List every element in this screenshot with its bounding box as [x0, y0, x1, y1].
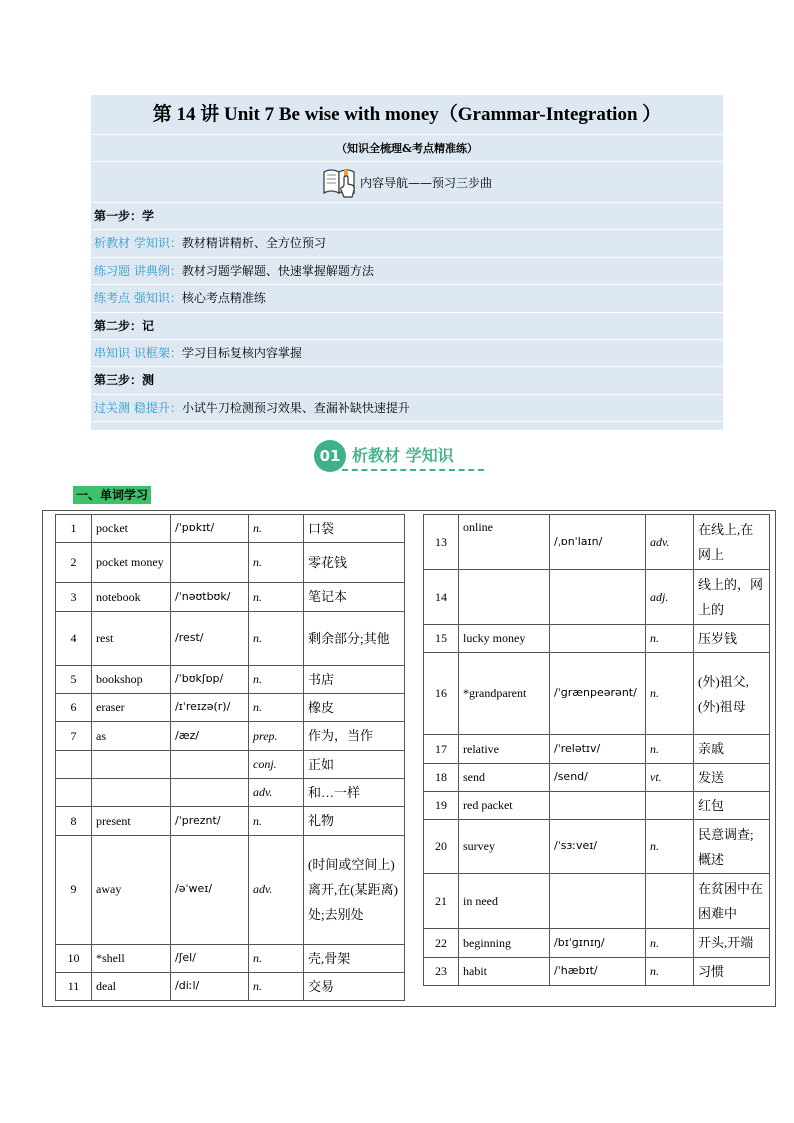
vocab-row: [424, 735, 770, 763]
vocab-row: [56, 835, 405, 944]
vocab-row: [56, 694, 405, 722]
vocab-row: [56, 944, 405, 972]
nav-label: 内容导航——预习三步曲: [359, 175, 492, 190]
page-subtitle: （知识全梳理&考点精准练）: [91, 135, 723, 162]
vocab-meaning: 口袋: [304, 515, 405, 543]
step-item-label: 串知识 识框架：: [94, 345, 182, 360]
vocab-row: [56, 543, 405, 583]
vocab-phonetic: /ˈrelətɪv/: [550, 735, 646, 763]
vocab-number: 2: [56, 543, 92, 583]
vocab-phonetic: [550, 874, 646, 929]
vocab-pos: adv.: [249, 835, 304, 944]
step-item-text: 核心考点精准练: [181, 291, 266, 306]
vocab-row: [424, 570, 770, 625]
step-heading: [91, 313, 723, 340]
section-underline: [342, 469, 484, 471]
step-heading: [91, 203, 723, 230]
vocab-table-left: [55, 514, 405, 1001]
step-item-text: 小试牛刀检测预习效果、查漏补缺快速提升: [181, 400, 410, 415]
vocab-pos: n.: [646, 653, 694, 735]
vocab-phonetic: /bɪˈɡɪnɪŋ/: [550, 929, 646, 957]
vocab-row: [424, 820, 770, 874]
vocab-row: [424, 929, 770, 957]
vocab-row: [424, 515, 770, 570]
vocab-meaning: 压岁钱: [694, 625, 770, 653]
vocab-row: [56, 583, 405, 611]
vocab-meaning: 壳,骨架: [304, 944, 405, 972]
vocab-word: habit: [459, 957, 550, 985]
vocab-number: 13: [424, 515, 459, 570]
vocab-pos: n.: [646, 625, 694, 653]
vocab-number: 14: [424, 570, 459, 625]
vocab-meaning: (外)祖父,(外)祖母: [694, 653, 770, 735]
vocab-word: rest: [92, 611, 171, 665]
vocab-phonetic: /ˈɡrænpeərənt/: [550, 653, 646, 735]
vocab-word: [459, 570, 550, 625]
vocab-number: 18: [424, 763, 459, 791]
vocab-phonetic: /ʃel/: [171, 944, 249, 972]
vocab-meaning: 剩余部分;其他: [304, 611, 405, 665]
vocab-number: 6: [56, 694, 92, 722]
step-item: [91, 230, 723, 257]
vocab-number: 15: [424, 625, 459, 653]
vocab-number: 3: [56, 583, 92, 611]
vocab-word: [92, 779, 171, 807]
vocab-word: online: [459, 515, 550, 570]
vocab-word: pocket: [92, 515, 171, 543]
vocab-pos: n.: [249, 583, 304, 611]
vocab-pos: [646, 792, 694, 820]
step-item-text: 第二步：记: [94, 318, 155, 333]
vocab-meaning: 红包: [694, 792, 770, 820]
vocab-meaning: 线上的，网上的: [694, 570, 770, 625]
section-title: 析教材 学知识: [352, 445, 454, 465]
vocab-number: 5: [56, 665, 92, 693]
vocab-word: deal: [92, 973, 171, 1001]
vocab-word: present: [92, 807, 171, 835]
subhead-vocab: 一、单词学习: [73, 486, 151, 504]
vocab-meaning: 作为，当作: [304, 722, 405, 750]
vocab-word: bookshop: [92, 665, 171, 693]
vocab-meaning: 民意调查;概述: [694, 820, 770, 874]
vocab-number: 23: [424, 957, 459, 985]
step-item-label: 练考点 强知识：: [94, 291, 182, 306]
vocab-phonetic: [171, 779, 249, 807]
vocab-meaning: 交易: [304, 973, 405, 1001]
vocab-phonetic: /ˈpɒkɪt/: [171, 515, 249, 543]
section-number: 01: [314, 440, 346, 472]
vocab-row: [424, 792, 770, 820]
vocab-phonetic: /send/: [550, 763, 646, 791]
vocab-number: [56, 779, 92, 807]
vocab-word: pocket money: [92, 543, 171, 583]
step-list: [91, 203, 723, 422]
vocab-pos: adv.: [249, 779, 304, 807]
vocab-word: survey: [459, 820, 550, 874]
step-item-label: 过关测 稳提升：: [94, 400, 182, 415]
vocab-word: *grandparent: [459, 653, 550, 735]
step-item: [91, 340, 723, 367]
vocab-number: 8: [56, 807, 92, 835]
vocab-word: [92, 750, 171, 778]
vocab-pos: n.: [249, 694, 304, 722]
vocab-table-right: [423, 514, 770, 986]
vocab-meaning: 习惯: [694, 957, 770, 985]
step-heading: [91, 367, 723, 394]
book-hand-icon: [322, 165, 358, 199]
section-badge: [314, 440, 454, 472]
vocab-meaning: 礼物: [304, 807, 405, 835]
page-title: 第 14 讲 Unit 7 Be wise with money（Grammar-Integration ）: [91, 95, 723, 135]
vocab-phonetic: /æz/: [171, 722, 249, 750]
vocab-pos: n.: [249, 973, 304, 1001]
step-item-label: 练习题 讲典例：: [94, 263, 182, 278]
vocab-word: lucky money: [459, 625, 550, 653]
step-item: [91, 258, 723, 285]
vocab-row: [424, 874, 770, 929]
vocab-pos: n.: [249, 515, 304, 543]
vocab-phonetic: /diːl/: [171, 973, 249, 1001]
vocab-pos: conj.: [249, 750, 304, 778]
vocab-meaning: 笔记本: [304, 583, 405, 611]
vocab-row: [56, 722, 405, 750]
vocab-number: 1: [56, 515, 92, 543]
vocab-pos: n.: [646, 929, 694, 957]
step-item: [91, 285, 723, 312]
vocab-meaning: 橡皮: [304, 694, 405, 722]
vocab-row: [424, 653, 770, 735]
vocab-phonetic: /ˈnəʊtbʊk/: [171, 583, 249, 611]
vocab-number: 17: [424, 735, 459, 763]
vocab-row: [56, 665, 405, 693]
vocab-number: 9: [56, 835, 92, 944]
vocab-phonetic: /ˈhæbɪt/: [550, 957, 646, 985]
vocab-phonetic: /ˈsɜːveɪ/: [550, 820, 646, 874]
vocab-number: [56, 750, 92, 778]
step-item-text: 第三步：测: [94, 373, 155, 388]
vocab-phonetic: /ɪˈreɪzə(r)/: [171, 694, 249, 722]
vocab-phonetic: /ˈbʊkʃɒp/: [171, 665, 249, 693]
vocab-pos: n.: [249, 665, 304, 693]
vocab-word: notebook: [92, 583, 171, 611]
vocab-row: [56, 611, 405, 665]
step-item-text: 第一步：学: [94, 209, 155, 223]
vocab-phonetic: /ˈpreznt/: [171, 807, 249, 835]
step-item-label: 析教材 学知识：: [94, 236, 182, 251]
vocab-row: [424, 957, 770, 985]
vocab-number: 11: [56, 973, 92, 1001]
vocab-meaning: (时间或空间上)离开,在(某距离)处;去别处: [304, 835, 405, 944]
vocab-number: 16: [424, 653, 459, 735]
vocab-number: 4: [56, 611, 92, 665]
step-item-text: 教材习题学解题、快速掌握解题方法: [181, 263, 374, 278]
vocab-pos: n.: [249, 611, 304, 665]
vocab-pos: adj.: [646, 570, 694, 625]
vocab-pos: n.: [646, 735, 694, 763]
step-item: [91, 395, 723, 422]
vocab-phonetic: [550, 570, 646, 625]
step-item-text: 教材精讲精析、全方位预习: [181, 236, 326, 251]
vocab-meaning: 开头,开端: [694, 929, 770, 957]
vocab-pos: vt.: [646, 763, 694, 791]
header-box: [91, 95, 723, 430]
vocab-word: eraser: [92, 694, 171, 722]
vocab-pos: n.: [249, 543, 304, 583]
vocab-row: [56, 750, 405, 778]
vocab-phonetic: [550, 792, 646, 820]
vocab-word: red packet: [459, 792, 550, 820]
vocab-number: 10: [56, 944, 92, 972]
vocab-meaning: 在线上,在网上: [694, 515, 770, 570]
vocab-row: [56, 973, 405, 1001]
vocab-number: 21: [424, 874, 459, 929]
vocab-pos: n.: [249, 944, 304, 972]
content-nav: [91, 162, 723, 203]
vocab-row: [56, 807, 405, 835]
vocab-meaning: 发送: [694, 763, 770, 791]
vocab-number: 22: [424, 929, 459, 957]
vocab-phonetic: [171, 543, 249, 583]
vocab-pos: [646, 874, 694, 929]
vocab-word: relative: [459, 735, 550, 763]
vocab-meaning: 在贫困中在困难中: [694, 874, 770, 929]
vocab-phonetic: /rest/: [171, 611, 249, 665]
vocab-row: [424, 625, 770, 653]
vocab-meaning: 正如: [304, 750, 405, 778]
vocab-pos: n.: [646, 820, 694, 874]
vocab-word: send: [459, 763, 550, 791]
vocab-word: beginning: [459, 929, 550, 957]
vocab-number: 7: [56, 722, 92, 750]
vocab-number: 20: [424, 820, 459, 874]
vocab-pos: n.: [249, 807, 304, 835]
vocab-pos: adv.: [646, 515, 694, 570]
vocab-word: as: [92, 722, 171, 750]
vocab-meaning: 和…一样: [304, 779, 405, 807]
vocab-row: [424, 763, 770, 791]
vocab-meaning: 亲戚: [694, 735, 770, 763]
vocab-word: away: [92, 835, 171, 944]
vocab-word: in need: [459, 874, 550, 929]
vocab-meaning: 零花钱: [304, 543, 405, 583]
vocab-pos: n.: [646, 957, 694, 985]
vocab-phonetic: [550, 625, 646, 653]
vocab-number: 19: [424, 792, 459, 820]
step-item-text: 学习目标复核内容掌握: [181, 345, 302, 360]
vocab-phonetic: [171, 750, 249, 778]
vocab-row: [56, 779, 405, 807]
vocab-meaning: 书店: [304, 665, 405, 693]
vocab-phonetic: /ˌɒnˈlaɪn/: [550, 515, 646, 570]
vocab-row: [56, 515, 405, 543]
vocab-word: *shell: [92, 944, 171, 972]
vocab-phonetic: /əˈweɪ/: [171, 835, 249, 944]
vocab-pos: prep.: [249, 722, 304, 750]
